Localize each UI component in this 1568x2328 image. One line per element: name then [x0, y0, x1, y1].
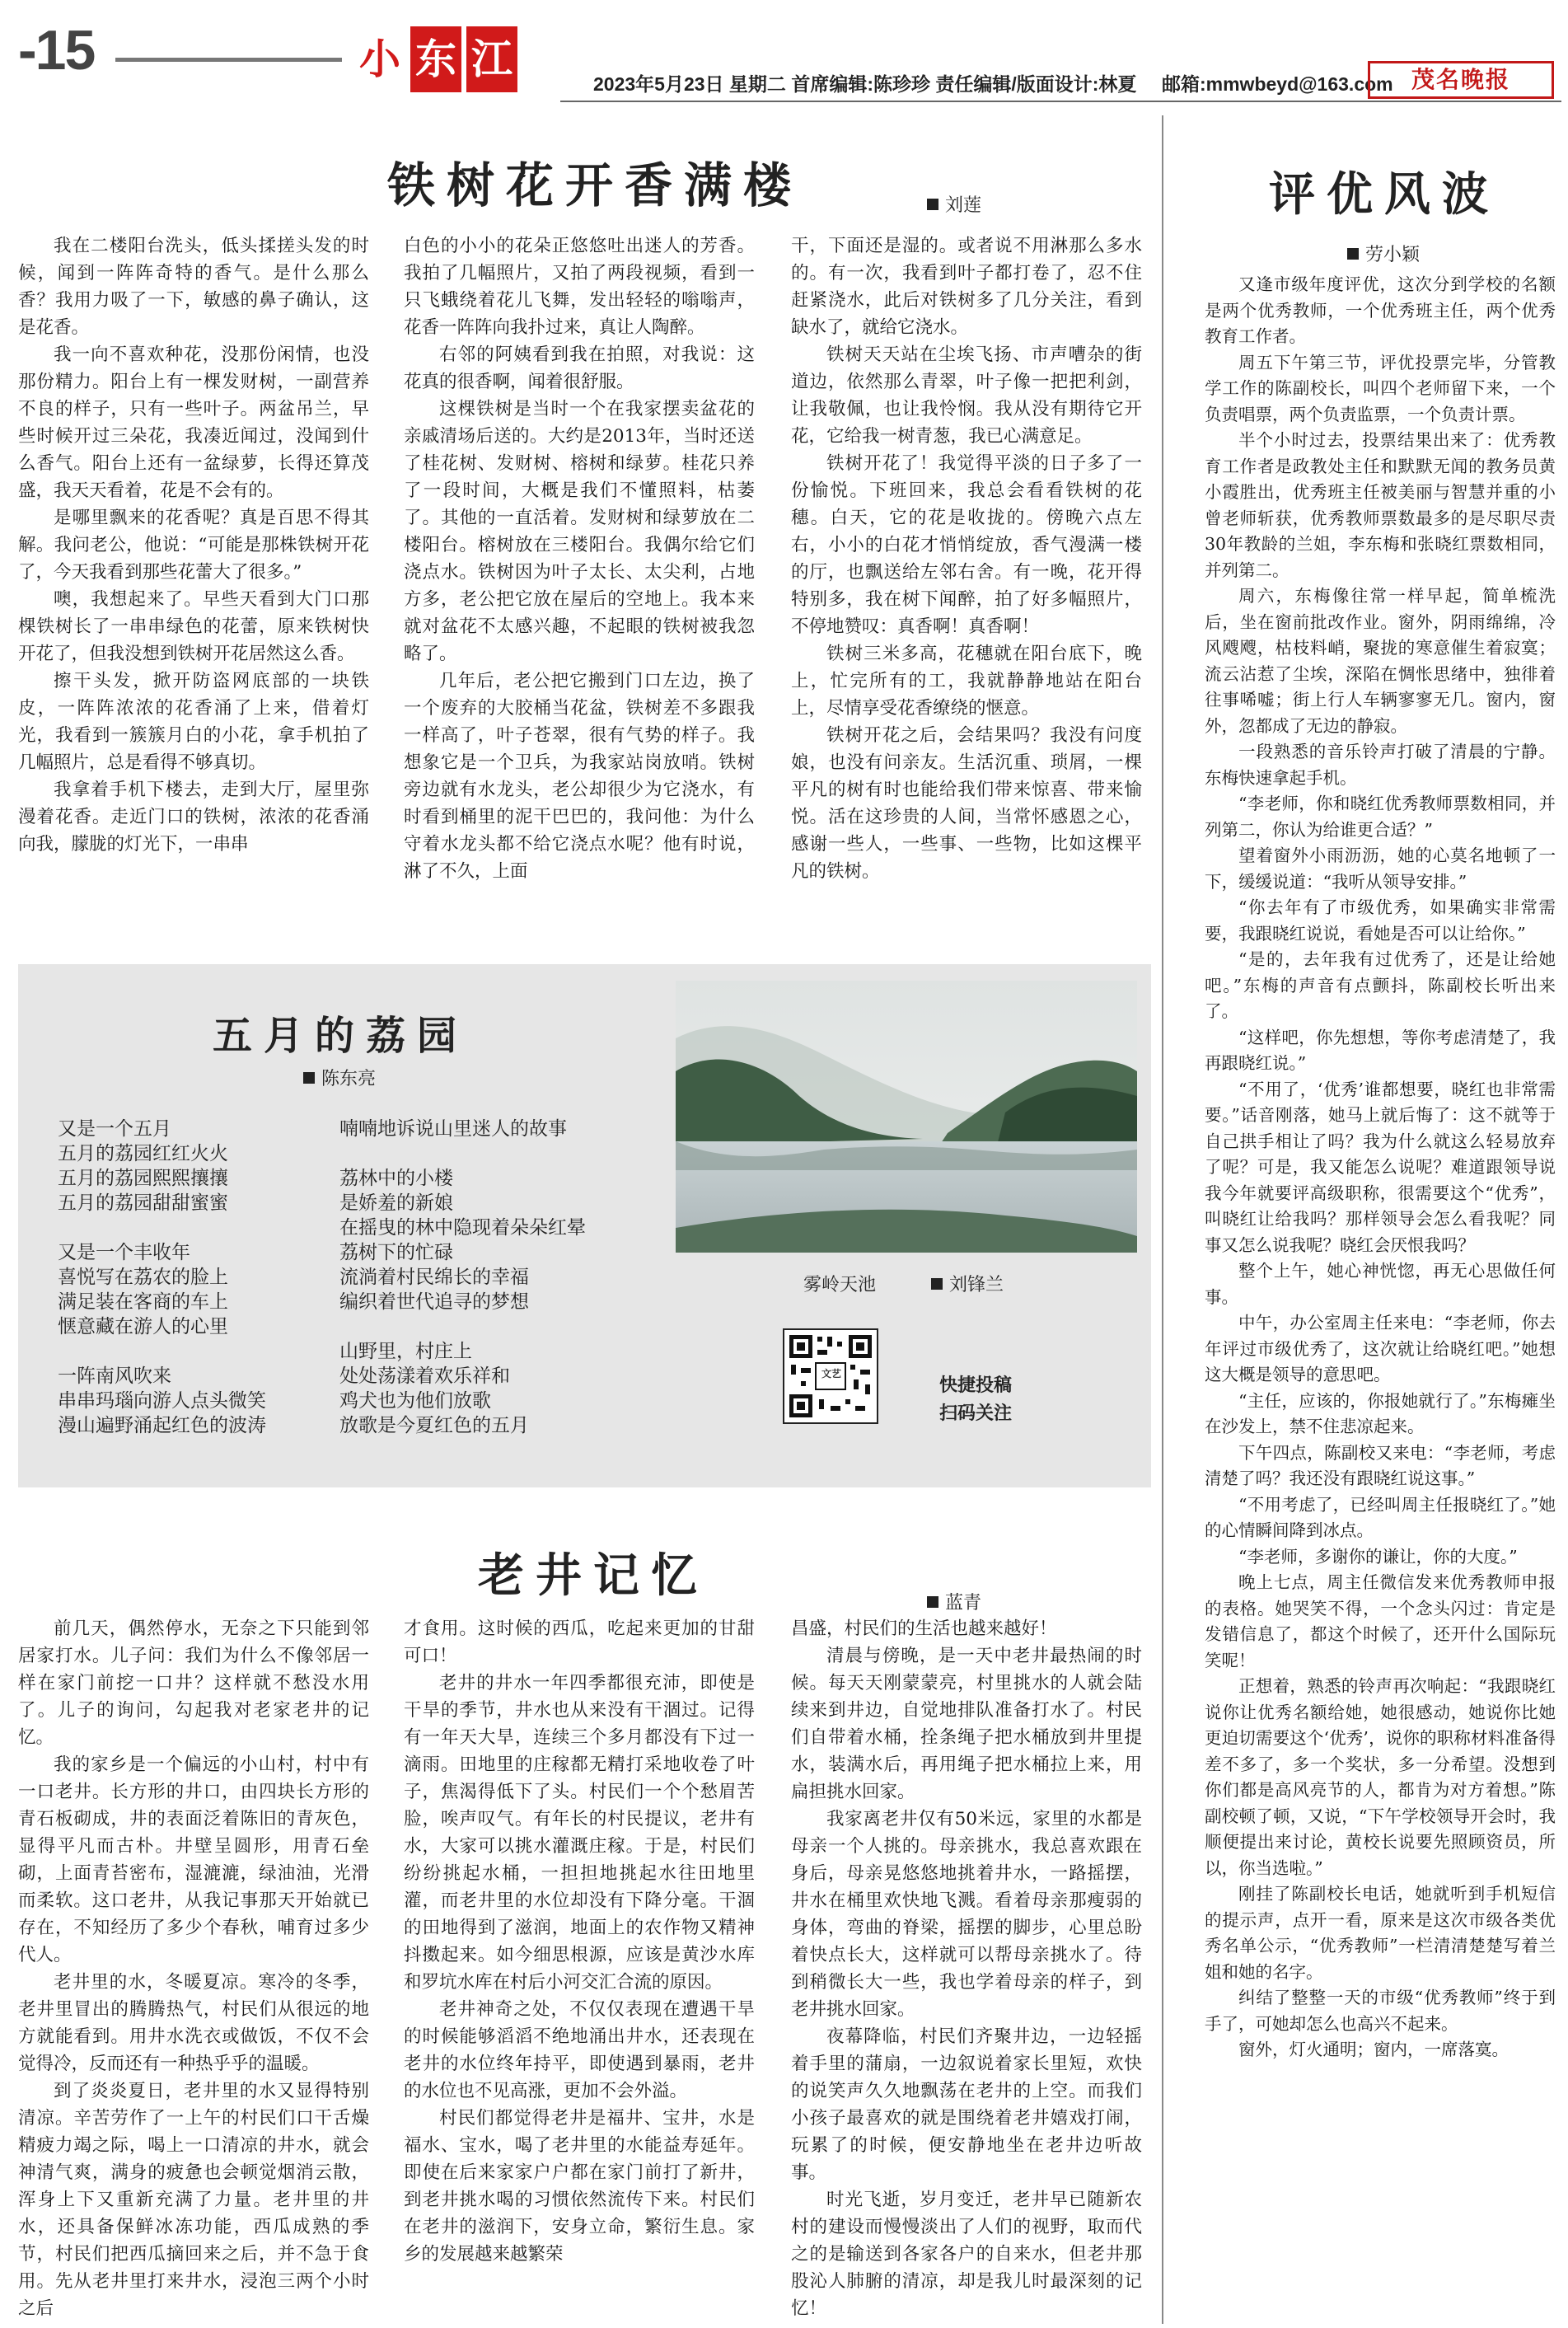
article2-author: 陈东亮: [321, 1068, 377, 1089]
paragraph: 半个小时过去，投票结果出来了：优秀教育工作者是政教处主任和默默无闻的教务员黄小霞胜出，优秀班主任被美丽与智慧并重的小曾老师斩获，优秀教师票数最多的是尽职尽责30年教龄的兰姐，李东梅和张晓红票数相同，并列第二。: [1205, 430, 1556, 580]
poem-line: 五月的荔园红红火火: [58, 1143, 228, 1164]
paragraph: 清晨与傍晚，是一天中老井最热闹的时候。每天天刚蒙蒙亮，村里挑水的人就会陆续来到井边，自觉地排队准备打水了。村民们自带着水桶，拴条绳子把水桶放到井里提水，装满水后，再用绳子把水桶拉上来，用扁担挑水回家。: [791, 1646, 1142, 1802]
paragraph: 我拿着手机下楼去，走到大厅，屋里弥漫着花香。走近门口的铁树，浓浓的花香涌向我，朦胧的灯光下，一串串: [18, 780, 369, 855]
paragraph: 噢，我想起来了。早些天看到大门口那棵铁树长了一串串绿色的花蕾，原来铁树快开花了，但我没想到铁树开花居然这么香。: [18, 589, 369, 664]
paragraph: “这样吧，你先想想，等你考虑清楚了，我再跟晓红说。”: [1205, 1027, 1556, 1073]
poem-line: 在摇曳的林中隐现着朵朵红晕: [339, 1217, 586, 1239]
paragraph: 中午，办公室周主任来电：“李老师，你去年评过市级优秀了，这次就让给晓红吧。”她想这大概是领导的意思吧。: [1205, 1313, 1556, 1384]
paragraph: “不用考虑了，已经叫周主任报晓红了。”她的心情瞬间降到冰点。: [1205, 1494, 1556, 1540]
poem-line: 荔林中的小楼: [339, 1168, 453, 1189]
paragraph: 周六，东梅像往常一样早起，简单梳洗后，坐在窗前批改作业。窗外，阴雨绵绵，冷风飕飕，枯枝料峭，聚拢的寒意催生着寂寞；流云沾惹了尘埃，深陷在惆怅思绪中，独徘着往事唏嘘；街上行人车辆寥寥无几。窗内，窗外，忽都成了无边的静寂。: [1205, 586, 1556, 736]
paragraph: 周五下午第三节，评优投票完毕，分管教学工作的陈副校长，叫四个老师留下来，一个负责唱票，两个负责监票，一个负责计票。: [1205, 352, 1556, 424]
header-rule: [560, 101, 1561, 102]
poem-col-left: [58, 1117, 266, 1438]
poem-col-right: [339, 1117, 586, 1438]
paragraph: 到了炎炎夏日，老井里的水又显得特别清凉。辛苦劳作了一上午的村民们口干舌燥精疲力竭之际，喝上一口清凉的井水，就会神清气爽，满身的疲惫也会顿觉烟消云散，浑身上下又重新充满了力量。老井里的井水，还具备保鲜冰冻功能，西瓜成熟的季节，村民们把西瓜摘回来之后，并不急于食用。先从老井里打来井水，浸泡三两个小时之后: [18, 2081, 369, 2319]
contact-email: 邮箱:mmwbeyd@163.com: [1162, 73, 1393, 95]
paragraph: 白色的小小的花朵正悠悠吐出迷人的芳香。我拍了几幅照片，又拍了两段视频，看到一只飞蛾绕着花儿飞舞，发出轻轻的嗡嗡声，花香一阵阵向我扑过来，真让人陶醉。: [404, 236, 755, 338]
paragraph: 窗外，灯火通明；窗内，一席落寞。: [1238, 2040, 1509, 2059]
column-divider: [1162, 115, 1163, 2324]
article1-author: 刘莲: [945, 194, 982, 215]
paragraph: 擦干头发，掀开防盗网底部的一块铁皮，一阵阵浓浓的花香涌了上来，借着灯光，我看到一簇簇月白的小花，拿手机拍了几幅照片，总是看得不够真切。: [18, 671, 369, 773]
photo-author: 刘锋兰: [949, 1274, 1004, 1295]
paragraph: 是哪里飘来的花香呢？真是百思不得其解。我问老公，他说：“可能是那株铁树开花了，今天我看到那些花蕾大了很多。”: [18, 508, 369, 583]
paragraph: 几年后，老公把它搬到门口左边，换了一个废弃的大胶桶当花盆，铁树差不多跟我一样高了，叶子苍翠，很有气势的样子。我想象它是一个卫兵，为我家站岗放哨。铁树旁边就有水龙头，老公却很少为它浇水，有时看到桶里的泥干巴巴的，我问他：为什么守着水龙头都不给它浇点水呢？他有时说，淋了不久，上面: [404, 671, 755, 882]
header-rule-left: [115, 58, 342, 62]
newspaper-logo: 茂名晚报: [1368, 61, 1554, 99]
paragraph: 我一向不喜欢种花，没那份闲情，也没那份精力。阳台上有一棵发财树，一副营养不良的样子，只有一些叶子。两盆吊兰，早些时候开过三朵花，我凑近闻过，没闻到什么香气。阳台上还有一盆绿萝，长得还算茂盛，我天天看着，花是不会有的。: [18, 344, 369, 501]
poem-line: 又是一个五月: [58, 1118, 171, 1140]
paragraph: 前几天，偶然停水，无奈之下只能到邻居家打水。儿子问：我们为什么不像邻居一样在家门前挖一口井？这样就不愁没水用了。儿子的询问，勾起我对老家老井的记忆。: [18, 1618, 369, 1748]
article3-byline: [927, 1589, 981, 1614]
article2-byline: [303, 1065, 376, 1090]
photo-caption: 雾岭天池: [803, 1274, 877, 1295]
poem-line: 是娇羞的新娘: [339, 1192, 453, 1214]
qr-line-2: 扫码关注: [939, 1403, 1013, 1424]
poem-line: 满足装在客商的车上: [58, 1291, 228, 1313]
poem-line: 喜悦写在荔农的脸上: [58, 1267, 228, 1288]
poem-line: 五月的荔园熙熙攘攘: [58, 1168, 228, 1189]
paragraph: “不用了，‘优秀’谁都想要，晓红也非常需要。”话音刚落，她马上就后悔了：这不就等于自己拱手相让了吗？我为什么就这么轻易放弃了呢？可是，我又能怎么说呢？难道跟领导说我今年就要评高级职称，很需要这个“优秀”，叫晓红让给我吗？那样领导会怎么看我呢？同事又怎么说我呢？晓红会厌恨我吗？: [1205, 1079, 1556, 1255]
paragraph: 村民们都觉得老井是福井、宝井，水是福水、宝水，喝了老井里的水能益寿延年。即使在后来家家户户都在家门前打了新井，到老井挑水喝的习惯依然流传下来。村民们在老井的滋润下，安身立命，繁衍生息。家乡的发展越来越繁荣: [404, 2108, 755, 2265]
article4-title: 评优风波: [1269, 167, 1500, 222]
lake-photo-illustration: [676, 981, 1137, 1253]
article1-byline: [927, 191, 981, 217]
article1-title: 铁树花开香满楼: [387, 157, 803, 213]
article1-col1: [18, 232, 369, 910]
paragraph: 才食用。这时候的西瓜，吃起来更加的甘甜可口！: [404, 1618, 755, 1666]
paragraph: 铁树开花之后，会结果吗？我没有问度娘，也没有问亲友。生活沉重、琐屑，一棵平凡的树有时也能给我们带来惊喜、带来愉悦。活在这珍贵的人间，当常怀感恩之心，感谢一些人，一些事、一些物，比如这棵平凡的铁树。: [791, 725, 1142, 882]
section-title: [354, 26, 517, 101]
paragraph: “你去年有了市级优秀，如果确实非常需要，我跟晓红说说，看她是否可以让给你。”: [1205, 897, 1556, 944]
qr-code[interactable]: [783, 1328, 878, 1424]
page-number: -15: [18, 19, 95, 82]
paragraph: 时光飞逝，岁月变迁，老井早已随新农村的建设而慢慢淡出了人们的视野，取而代之的是输送到各家各户的自来水，但老井那股沁人肺腑的清凉，却是我儿时最深刻的记忆！: [791, 2190, 1142, 2319]
paragraph: 夜幕降临，村民们齐聚井边，一边轻摇着手里的蒲扇，一边叙说着家长里短，欢快的说笑声久久地飘荡在老井的上空。而我们小孩子最喜欢的就是围绕着老井嬉戏打闹，玩累了的时候，便安静地坐在老井边听故事。: [791, 2026, 1142, 2183]
poem-line: 鸡犬也为他们放歌: [339, 1390, 491, 1412]
poem-line: 处处荡漾着欢乐祥和: [339, 1365, 510, 1387]
paragraph: 我的家乡是一个偏远的小山村，村中有一口老井。长方形的井口，由四块长方形的青石板砌成，井的表面泛着陈旧的青灰色，显得平凡而古朴。井壁呈圆形，用青石垒砌，上面青苔密布，湿漉漉，绿油油，光滑而柔软。这口老井，从我记事那天开始就已存在，不知经历了多少个春秋，哺育过多少代人。: [18, 1754, 369, 1965]
paragraph: 纠结了整整一天的市级“优秀教师”终于到手了，可她却怎么也高兴不起来。: [1205, 1988, 1556, 2034]
section-char-3: 江: [466, 26, 517, 92]
article4-author: 劳小颖: [1365, 244, 1421, 265]
article4-col: [1205, 272, 1556, 2324]
article4-byline: [1347, 241, 1420, 266]
paragraph: “主任，应该的，你报她就行了。”东梅瘫坐在沙发上，禁不住悲凉起来。: [1205, 1390, 1556, 1436]
paragraph: 干，下面还是湿的。或者说不用淋那么多水的。有一次，我看到叶子都打卷了，忍不住赶紧浇水，此后对铁树多了几分关注，看到缺水了，就给它浇水。: [791, 236, 1142, 338]
paragraph: “李老师，多谢你的谦让，你的大度。”: [1238, 1546, 1518, 1567]
poem-line: 串串玛瑙向游人点头微笑: [58, 1390, 266, 1412]
paragraph: 右邻的阿姨看到我在拍照，对我说：这花真的很香啊，闻着很舒服。: [404, 344, 755, 392]
paragraph: 铁树开花了！我觉得平淡的日子多了一份愉悦。下班回来，我总会看看铁树的花穗。白天，它的花是收拢的。傍晚六点左右，小小的白花才悄悄绽放，香气漫满一楼的厅，也飘送给左邻右舍。有一晚，花开得特别多，我在树下闻醉，拍了好多幅照片，不停地赞叹：真香啊！真香啊！: [791, 453, 1142, 637]
article3-col2: [404, 1615, 755, 2322]
paragraph: 老井的井水一年四季都很充沛，即使是干旱的季节，井水也从来没有干涸过。记得有一年天大旱，连续三个多月都没有下过一滴雨。田地里的庄稼都无精打采地收卷了叶子，焦渴得低下了头。村民们一个个愁眉苦脸，唉声叹气。有年长的村民提议，老井有水，大家可以挑水灌溉庄稼。于是，村民们纷纷挑起水桶，一担担地挑起水往田地里灌，而老井里的水位却没有下降分毫。干涸的田地得到了滋润，地面上的农作物又精神抖擞起来。如今细思根源，应该是黄沙水库和罗坑水库在村后小河交汇合流的原因。: [404, 1673, 755, 1993]
paragraph: 铁树三米多高，花穗就在阳台底下，晚上，忙完所有的工，我就静静地站在阳台上，尽情享受花香缭绕的惬意。: [791, 644, 1142, 719]
article3-col3: [791, 1615, 1142, 2322]
paragraph: 晚上七点，周主任微信发来优秀教师申报的表格。她哭笑不得，一个念头闪过：肯定是发错信息了，都这个时候了，还开什么国际玩笑呢！: [1205, 1572, 1556, 1670]
paragraph: “李老师，你和晓红优秀教师票数相同，并列第二，你认为给谁更合适？”: [1205, 794, 1556, 840]
lake-photo: [676, 981, 1137, 1253]
date-editors: 2023年5月23日 星期二 首席编辑:陈珍珍 责任编辑/版面设计:林夏: [593, 73, 1137, 95]
paragraph: “是的，去年我有过优秀了，还是让给她吧。”东梅的声音有点颤抖，陈副校长听出来了。: [1205, 949, 1556, 1021]
article3-title: 老井记忆: [478, 1548, 709, 1603]
paragraph: 刚挂了陈副校长电话，她就听到手机短信的提示声，点开一看，原来是这次市级各类优秀名单公示，“优秀教师”一栏清清楚楚写着兰姐和她的名字。: [1205, 1884, 1556, 1982]
qr-center-label: 文艺: [821, 1368, 841, 1379]
poem-line: 一阵南风吹来: [58, 1365, 171, 1387]
poem-line: 惬意藏在游人的心里: [58, 1316, 228, 1337]
photo-byline: [931, 1271, 1004, 1296]
poem-line: 编织着世代追寻的梦想: [339, 1291, 529, 1313]
poem-line: 放歌是今夏红色的五月: [339, 1415, 529, 1436]
article3-col1: [18, 1615, 369, 2322]
poem-line: 荔树下的忙碌: [339, 1242, 453, 1263]
paragraph: 又逢市级年度评优，这次分到学校的名额是两个优秀教师，一个优秀班主任，两个优秀教育工作者。: [1205, 274, 1556, 346]
paragraph: 我在二楼阳台洗头，低头揉搓头发的时候，闻到一阵阵奇特的香气。是什么那么香？我用力吸了一下，敏感的鼻子确认，这是花香。: [18, 236, 369, 338]
paragraph: 正想着，熟悉的铃声再次响起：“我跟晓红说你让优秀名额给她，她很感动，她说你比她更迫切需要这个‘优秀’，说你的职称材料准备得差不多了，多一个奖状，多一分希望。没想到你们都是高风亮节的人，都肯为对方着想。”陈副校顿了顿，又说，“下午学校领导开会时，我顺便提出来讨论，黄校长说要先照顾资员，所以，你当选啦。”: [1205, 1676, 1556, 1878]
section-char-2: 东: [410, 26, 461, 92]
paragraph: 昌盛，村民们的生活也越来越好！: [791, 1618, 1057, 1639]
poem-line: 流淌着村民绵长的幸福: [339, 1267, 529, 1288]
paragraph: 一段熟悉的音乐铃声打破了清晨的宁静。东梅快速拿起手机。: [1205, 742, 1556, 788]
poem-line: 五月的荔园甜甜蜜蜜: [58, 1192, 228, 1214]
paragraph: 这棵铁树是当时一个在我家摆卖盆花的亲戚清场后送的。大约是2013年，当时还送了桂花树、发财树、榕树和绿萝。桂花只养了一段时间，大概是我们不懂照料，枯萎了。其他的一直活着。发财树和绿萝放在二楼阳台。榕树放在三楼阳台。我偶尔给它们浇点水。铁树因为叶子太长、太尖利，占地方多，老公把它放在屋后的空地上。我本来就对盆花不太感兴趣，不起眼的铁树被我忽略了。: [404, 399, 755, 664]
article1-col2: [404, 232, 755, 910]
article2-title: 五月的荔园: [213, 1013, 469, 1059]
paragraph: 铁树天天站在尘埃飞扬、市声嘈杂的街道边，依然那么青翠，叶子像一把把利剑，让我敬佩，也让我怜悯。我从没有期待它开花，它给我一树青葱，我已心满意足。: [791, 344, 1142, 447]
section-char-1: 小: [354, 26, 405, 92]
poem-line: 山野里，村庄上: [339, 1341, 472, 1362]
paragraph: 我家离老井仅有50米远，家里的水都是母亲一个人挑的。母亲挑水，我总喜欢跟在身后，母亲晃悠悠地挑着井水，一路摇摆，井水在桶里欢快地飞溅。看着母亲那瘦弱的身体，弯曲的脊梁，摇摆的脚步，心里总盼着快点长大，这样就可以帮母亲挑水了。待到稍微长大一些，我也学着母亲的样子，到老井挑水回家。: [791, 1809, 1142, 2020]
qr-instructions: [939, 1372, 1012, 1428]
paragraph: 下午四点，陈副校又来电：“李老师，考虑清楚了吗？我还没有跟晓红说这事。”: [1205, 1442, 1556, 1488]
article3-author: 蓝青: [945, 1592, 982, 1613]
paragraph: 望着窗外小雨沥沥，她的心莫名地顿了一下，缓缓说道：“我听从领导安排。”: [1205, 845, 1556, 892]
paragraph: 整个上午，她心神恍惚，再无心思做任何事。: [1205, 1261, 1556, 1307]
article1-col3: [791, 232, 1142, 910]
qr-line-1: 快捷投稿: [939, 1375, 1013, 1396]
poem-line: 漫山遍野涌起红色的波涛: [58, 1415, 266, 1436]
paragraph: 老井里的水，冬暖夏凉。寒冷的冬季，老井里冒出的腾腾热气，村民们从很远的地方就能看到。用井水洗衣或做饭，不仅不会觉得冷，反而还有一种热乎乎的温暖。: [18, 1972, 369, 2074]
poem-line: 又是一个丰收年: [58, 1242, 190, 1263]
paragraph: 老井神奇之处，不仅仅表现在遭遇干旱的时候能够滔滔不绝地涌出井水，还表现在老井的水位终年持平，即使遇到暴雨，老井的水位也不见高涨，更加不会外溢。: [404, 1999, 755, 2101]
poem-line: 喃喃地诉说山里迷人的故事: [339, 1118, 567, 1140]
